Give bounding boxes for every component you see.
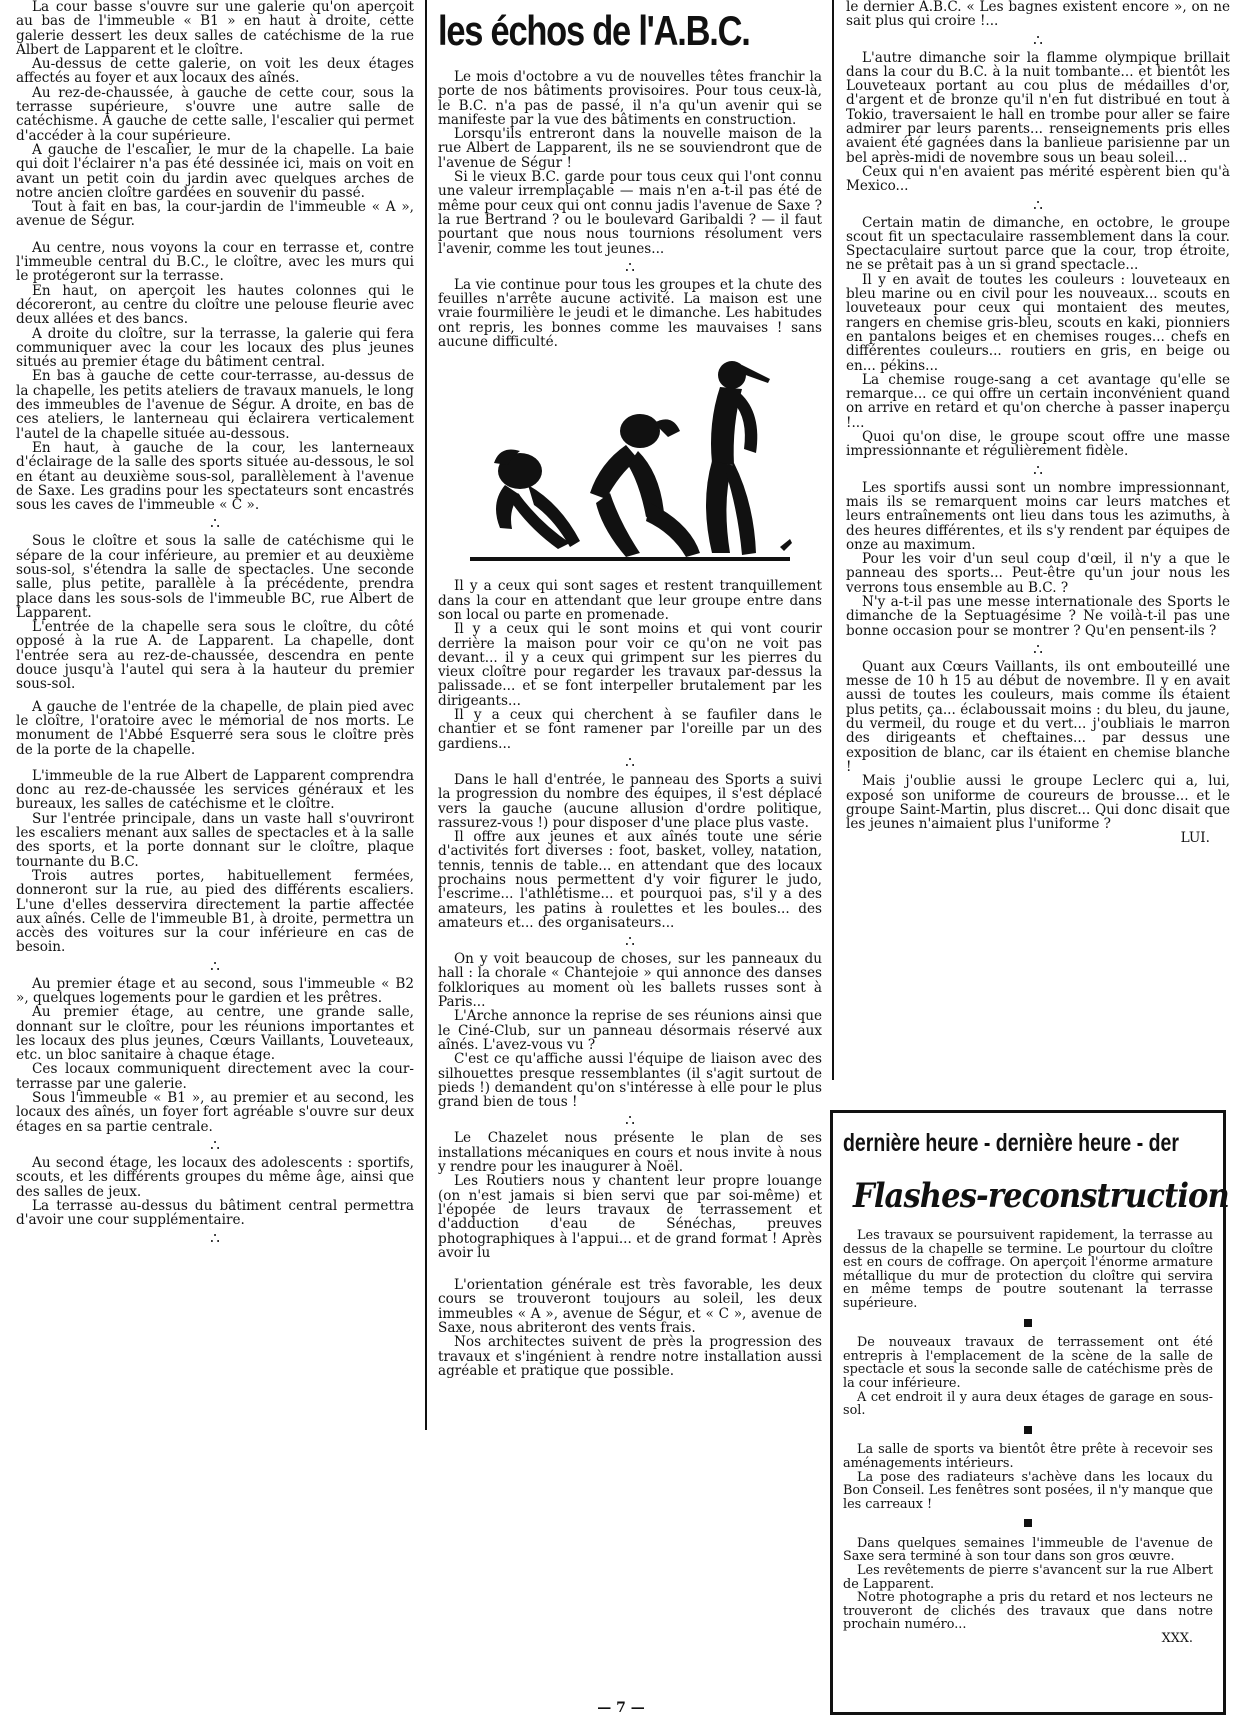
paragraph: Mais j'oublie aussi le groupe Leclerc qui a, lui, exposé son uniforme de coureurs de brousse... et le groupe Saint-Martin, plus discret... Qui donc disait que les jeunes n'aimaient plus l'uniforme ? [846,773,1230,833]
paragraph: Ces locaux communiquent directement avec la cour-terrasse par une galerie. [16,1061,414,1092]
square-bullet-icon [843,1424,1213,1438]
paragraph: En haut, à gauche de la cour, les lanterneaux d'éclairage de la salle des sports située au-dessous, le sol en étant au deuxième sous-sol, parallèlement à l'avenue de Saxe. Les gradins pour les spectateurs sont encastrés sous les caves de l'immeuble « C ». [16,439,414,514]
paragraph: La vie continue pour tous les groupes et la chute des feuilles n'arrête aucune activité. La maison est une vraie fourmilière le jeudi et le dimanche. Les habitudes ont repris, les bonnes comme les mauvaises ! sans aucune difficulté. [438,276,822,351]
paragraph: N'y a-t-il pas une messe internationale des Sports le dimanche de la Septuagésime ? Ne voilà-t-il pas une bonne occasion pour se montrer ? Qu'en pensent-ils ? [846,593,1230,639]
paragraph: Dans quelques semaines l'immeuble de l'avenue de Saxe sera terminé à son tour dans son gros œuvre. [843,1535,1213,1565]
paragraph: Nos architectes suivent de près la progression des travaux et s'ingénient à rendre notre installation aussi agréable et pratique que possible. [438,1334,822,1379]
section-separator: ∴ [210,956,220,975]
box-title: Flashes-reconstruction [853,1176,1229,1216]
paragraph: Les travaux se poursuivent rapidement, la terrasse au dessus de la chapelle se termine. Le pourtour du cloître est en cours de coffrage. On aperçoit l'énorme armature métallique du mur de protection du cloître qui servira en même temps de poutre soutenant la terrasse supérieure. [843,1228,1213,1311]
paragraph: A droite du cloître, sur la terrasse, la galerie qui fera communiquer avec la cour les locaux des plus jeunes situés au premier étage du bâtiment central. [16,325,414,371]
paragraph: Sous l'immeuble « B1 », au premier et au second, les locaux des aînés, un foyer fort agréable s'ouvre sur deux étages en sa partie centrale. [16,1090,414,1135]
paragraph: La chemise rouge-sang a cet avantage qu'elle se remarque... ce qui offre un certain inconvénient quand on arrive en retard et qu'on cherche à passer inaperçu !... [846,371,1230,431]
article-column-right [846,0,1230,846]
paragraph: Au rez-de-chaussée, à gauche de cette cour, sous la terrasse supérieure, s'ouvre une autre salle de catéchisme. A gauche de cette salle, l'escalier qui permet d'accéder à la cour supérieure. [16,84,414,144]
column-rule-right [832,0,834,1080]
paragraph: Au second étage, les locaux des adolescents : sportifs, scouts, et les différents groupes du même âge, ainsi que des salles de jeux. [16,1154,414,1200]
paragraph: Dans le hall d'entrée, le panneau des Sports a suivi la progression du nombre des équipes, il s'est déplacé vers la gauche (aucune allusion d'ordre politique, rassurez-vous !) pour disposer d'une place plus vaste. [438,771,822,831]
paragraph: L'Arche annonce la reprise de ses réunions ainsi que le Ciné-Club, sur un panneau désormais réservé aux aînés. L'avez-vous vu ? [438,1008,822,1053]
section-separator: ∴ [625,257,635,276]
section-separator: ∴ [1033,460,1043,479]
section-separator: ∴ [1033,30,1043,49]
paragraph: Certain matin de dimanche, en octobre, le groupe scout fit un spectaculaire rassemblement dans la cour. Spectaculaire surtout parce que la cour, trop étroite, ne se prêtait pas à un si grand spectacle... [846,214,1230,274]
paragraph: L'orientation générale est très favorable, les deux cours se trouveront toujours au soleil, les deux immeubles « A », avenue de Ségur, et « C », avenue de Saxe, nous abriteront des vents frais. [438,1277,822,1336]
paragraph: La pose des radiateurs s'achève dans les locaux du Bon Conseil. Les fenêtres sont posées, il n'y manque que les carreaux ! [843,1469,1213,1512]
paragraph: Au-dessus de cette galerie, on voit les deux étages affectés au foyer et aux locaux des aînés. [16,56,414,87]
paragraph: le dernier A.B.C. « Les bagnes existent encore », on ne sait plus qui croire !... [846,0,1230,30]
paragraph: Il y a ceux qui le sont moins et qui vont courir derrière la maison pour voir ce qu'on ne voit pas devant... il y a ceux qui grimpent sur les pierres du vieux cloître pour regarder les travaux par-dessus la palissade... et se font interpeller brutalement par les dirigeants... [438,621,822,709]
paragraph: De nouveaux travaux de terrassement ont été entrepris à l'emplacement de la scène de la salle de spectacle et sous la seconde salle de catéchisme près de la cour inférieure. [843,1335,1213,1391]
paragraph: Notre photographe a pris du retard et nos lecteurs ne trouveront de clichés des travaux que dans notre prochain numéro... [843,1590,1213,1633]
paragraph: Sous le cloître et sous la salle de catéchisme qui le sépare de la cour inférieure, au premier et au deuxième sous-sol, s'étendra la salle de spectacles. Une seconde salle, plus petite, parallèle à la précédente, prendra place dans les sous-sols de l'immeuble BC, rue Albert de Lapparent. [16,533,414,621]
section-separator: ∴ [625,752,635,771]
section-separator: ∴ [210,1135,220,1154]
paragraph: Ceux qui n'en avaient pas mérité espèrent bien qu'à Mexico... [846,163,1230,195]
paragraph: A gauche de l'entrée de la chapelle, de plain pied avec le cloître, l'oratoire avec le mémorial de nos morts. Le monument de l'Abbé Esquerré sera sous le cloître près de la porte de la chapelle. [16,698,414,758]
paragraph: La cour basse s'ouvre sur une galerie qu'on aperçoit au bas de l'immeuble « B1 » en haut à droite, cette galerie dessert les deux salles de catéchisme de la rue Albert de Lapparent et le cloître. [16,0,414,58]
paragraph: Le Chazelet nous présente le plan de ses installations mécaniques en cours et nous invite à nous y rendre pour les inaugurer à Noël. [438,1130,822,1176]
paragraph: On y voit beaucoup de choses, sur les panneaux du hall : la chorale « Chantejoie » qui annonce des danses folkloriques au moment où les ballets russes sont à Paris... [438,951,822,1011]
paragraph: En haut, on aperçoit les hautes colonnes qui le décoreront, au centre du cloître une pelouse fleurie avec deux allées et des bancs. [16,282,414,328]
paragraph: L'immeuble de la rue Albert de Lapparent comprendra donc au rez-de-chaussée les services généraux et les bureaux, les salles de catéchisme et le cloître. [16,767,414,813]
late-news-box [830,1110,1229,1715]
paragraph: Au premier étage, au centre, une grande salle, donnant sur le cloître, pour les réunions importantes et les locaux des plus jeunes, Cœurs Vaillants, Louveteaux, etc. un bloc sanitaire à chaque étage. [16,1004,414,1064]
author-signature: LUI. [1180,830,1210,847]
article-column-middle [438,0,822,1378]
paragraph: En bas à gauche de cette cour-terrasse, au-dessus de la chapelle, les petits ateliers de travaux manuels, le long des immeubles de l'avenue de Ségur. A droite, en bas de ces ateliers, le lanterneau qui éclairera verticalement l'autel de la chapelle située au-dessous. [16,368,414,442]
paragraph: Au centre, nous voyons la cour en terrasse et, contre l'immeuble central du B.C., le cloître, avec les murs qui le protégeront sur la terrasse. [16,239,414,285]
page-number: — 7 — [597,1700,645,1716]
paragraph: L'autre dimanche soir la flamme olympique brillait dans la cour du B.C. à la nuit tombante... et bientôt les Louveteaux portant au cou plus de médailles d'or, d'argent et de bronze qu'il n'en fut distribué en tout à Tokio, traversaient le hall en trombe pour aller se faire admirer par leurs parents... renseignements pris elles avaient été gagnées dans la banlieue parisienne par un bel après-midi de novembre sous un beau soleil... [846,49,1230,166]
paragraph: C'est ce qu'affiche aussi l'équipe de liaison avec des silhouettes presque ressemblantes (il s'agit surtout de pieds !) demandent qu'on s'intéresse à elle pour le plus grand bien de tous ! [438,1051,822,1111]
section-separator: ∴ [1033,195,1043,214]
section-separator: ∴ [1033,639,1043,658]
paragraph: La terrasse au-dessus du bâtiment central permettra d'avoir une cour supplémentaire. [16,1197,414,1229]
paragraph: Quant aux Cœurs Vaillants, ils ont embouteillé une messe de 10 h 15 au début de novembre. Il y en avait aussi de toutes les couleurs, mais comme ils étaient plus petits, ça... éclaboussait moins : du bleu, du jaune, du vermeil, du rouge et du vert... j'oubliais le marron des dirigeants et cheftaines... par dessus une exposition de blanc, car ils étaient en chemise blanche ! [846,658,1230,775]
paragraph: Pour les voir d'un seul coup d'œil, il n'y a que le panneau des sports... Peut-être qu'un jour nous les verrons tous ensemble au B.C. ? [846,551,1230,596]
paragraph: A cet endroit il y aura deux étages de garage en sous-sol. [843,1389,1213,1419]
paragraph: Il y a ceux qui sont sages et restent tranquillement dans la cour en attendant que leur groupe entre dans son local ou parte en promenade. [438,578,822,623]
paragraph: L'entrée de la chapelle sera sous le cloître, du côté opposé à la rue A. de Lapparent. La chapelle, dont l'entrée sera au rez-de-chaussée, descendra en pente douce jusqu'à l'autel qui sera à la hauteur du premier sous-sol. [16,619,414,693]
section-separator: ∴ [210,514,220,533]
paragraph: La salle de sports va bientôt être prête à recevoir ses aménagements intérieurs. [843,1442,1213,1471]
paragraph: Les Routiers nous y chantent leur propre louange (on n'est jamais si bien servi que par soi-même) et l'épopée de leurs travaux de terrassement et d'adduction d'eau de Sénéchas, preuves photographiques à l'appui... et de grand format ! Après avoir lu [438,1173,822,1261]
paragraph: Lorsqu'ils entreront dans la nouvelle maison de la rue Albert de Lapparent, ils ne se souviendront que de l'avenue de Ségur ! [438,126,822,171]
box-kicker: dernière heure - dernière heure - der [843,1129,1179,1157]
paragraph: Le mois d'octobre a vu de nouvelles têtes franchir la porte de nos bâtiments provisoires. Pour tous ceux-là, le B.C. n'a pas de passé, il n'a qu'un avenir qui se manifeste par la vue des bâtiments en construction. [438,69,822,128]
square-bullet-icon [843,1517,1213,1531]
paragraph: Sur l'entrée principale, dans un vaste hall s'ouvriront les escaliers menant aux salles de spectacles et à la salle des sports, et la porte donnant sur le cloître, plaque tournante du B.C. [16,810,414,870]
paragraph: Si le vieux B.C. garde pour tous ceux qui l'ont connu une valeur irremplaçable — mais n'en a-t-il pas été de même pour ceux qui ont connu jadis l'avenue de Saxe ? la rue Bertrand ? ou le boulevard Garibaldi ? — il faut pourtant que nous nous tournions résolument vers l'avenir, comme les tout jeunes... [438,169,822,257]
paragraph: A gauche de l'escalier, le mur de la chapelle. La baie qui doit l'éclairer n'a pas été dessinée ici, mais on voit en avant un petit coin du jardin avec quelques arches de notre ancien cloître gardées en souvenir du passé. [16,141,414,201]
column-rule-left [425,0,427,1430]
paragraph: Les sportifs aussi sont un nombre impressionnant, mais ils se remarquent moins car leurs matches et leurs entraînements ont lieu dans tous les azimuths, à des heures différentes, et ils s'y rendent par équipes de onze au maximum. [846,479,1230,553]
paragraph: Quoi qu'on dise, le groupe scout offre une masse impressionnante et régulièrement fidèle. [846,429,1230,460]
paragraph: Tout à fait en bas, la cour-jardin de l'immeuble « A », avenue de Ségur. [16,199,414,230]
section-separator: ∴ [625,932,635,951]
paragraph: Il y en avait de toutes les couleurs : louveteaux en bleu marine ou en civil pour les nouveaux... scouts en louveteaux pour ceux qui montaient des meutes, rangers en chemise gris-bleu, scouts en kaki, pionniers en pantalons beiges et en chemises rouges... chefs en différentes couleurs... routiers en gris, en beige ou en... pékins... [846,271,1230,374]
children-silhouette-illustration [450,353,810,573]
section-separator: ∴ [210,1229,220,1248]
paragraph: Les revêtements de pierre s'avancent sur la rue Albert de Lapparent. [843,1563,1213,1592]
section-separator: ∴ [625,1111,635,1130]
square-bullet-icon [843,1317,1213,1331]
paragraph: Il y a ceux qui cherchent à se faufiler dans le chantier et se font ramener par l'oreille par un des gardiens... [438,707,822,752]
paragraph: Trois autres portes, habituellement fermées, donneront sur la rue, au pied des différents escaliers. L'une d'elles desservira directement la partie affectée aux aînés. Celle de l'immeuble B1, à droite, permettra un accès des voitures sur la cour inférieure en cas de besoin. [16,867,414,956]
article-headline: les échos de l'A.B.C. [438,7,750,54]
paragraph: Il offre aux jeunes et aux aînés toute une série d'activités fort diverses : foot, basket, volley, natation, tennis, tennis de table... en attendant que des locaux prochains nous permettent d'y voir figurer le judo, l'escrime... l'athlétisme... et pourquoi pas, s'il y a des amateurs, les patins à roulettes et les boules... des amateurs et... des organisateurs... [438,829,822,931]
box-signature: XXX. [1161,1631,1193,1647]
article-column-left [16,0,414,1249]
paragraph: Au premier étage et au second, sous l'immeuble « B2 », quelques logements pour le gardien et les prêtres. [16,975,414,1006]
